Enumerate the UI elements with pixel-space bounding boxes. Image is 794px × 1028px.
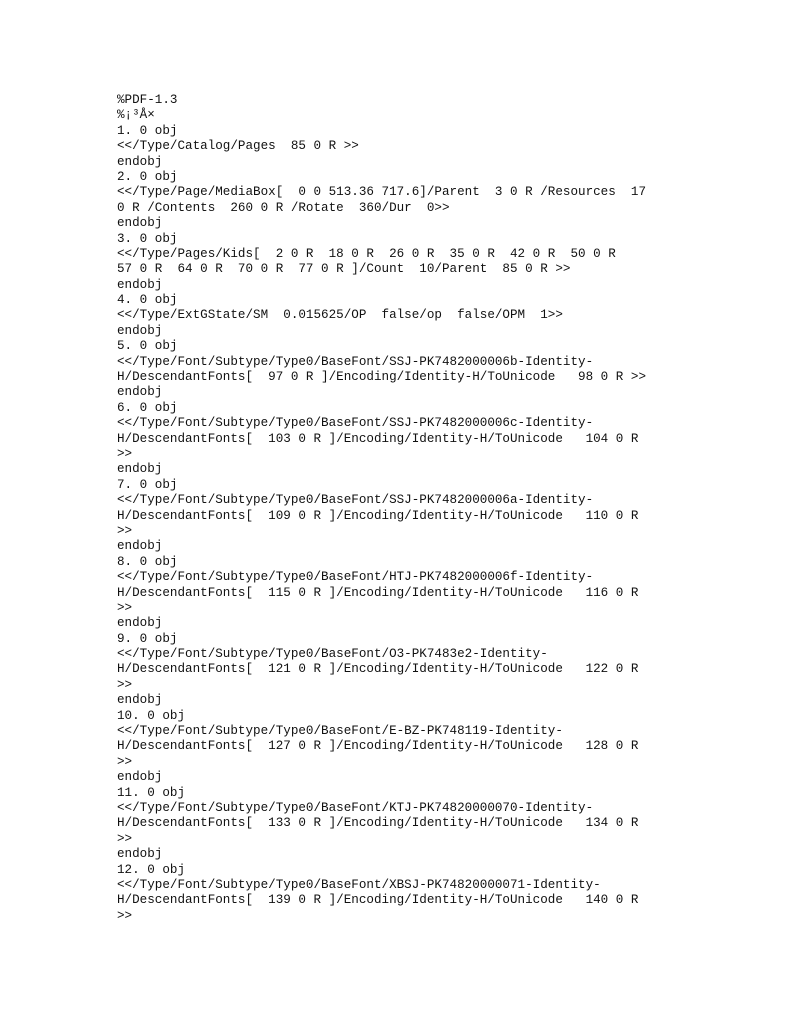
text-line: >>	[117, 908, 133, 923]
text-line: H/DescendantFonts[ 115 0 R ]/Encoding/Identity-H/ToUnicode 116 0 R	[117, 585, 639, 600]
text-line: <</Type/ExtGState/SM 0.015625/OP false/op false/OPM 1>>	[117, 308, 563, 323]
text-line: endobj	[117, 847, 163, 862]
text-line: endobj	[117, 277, 163, 292]
text-line: endobj	[117, 216, 163, 231]
text-line: 8. 0 obj	[117, 554, 178, 569]
text-line: >>	[117, 754, 133, 769]
text-line: >>	[117, 831, 133, 846]
text-line: 3. 0 obj	[117, 231, 178, 246]
text-line: H/DescendantFonts[ 139 0 R ]/Encoding/Identity-H/ToUnicode 140 0 R	[117, 893, 639, 908]
text-line: endobj	[117, 770, 163, 785]
text-line: endobj	[117, 616, 163, 631]
text-line: H/DescendantFonts[ 121 0 R ]/Encoding/Identity-H/ToUnicode 122 0 R	[117, 662, 639, 677]
text-line: endobj	[117, 154, 163, 169]
text-line: <</Type/Font/Subtype/Type0/BaseFont/O3-PK7483e2-Identity-	[117, 647, 548, 662]
text-line: 11. 0 obj	[117, 785, 186, 800]
text-line: <</Type/Font/Subtype/Type0/BaseFont/E-BZ-PK748119-Identity-	[117, 724, 563, 739]
text-line: 6. 0 obj	[117, 400, 178, 415]
text-line: >>	[117, 677, 133, 692]
pdf-source-text	[117, 93, 677, 924]
text-line: endobj	[117, 323, 163, 338]
text-line: <</Type/Font/Subtype/Type0/BaseFont/HTJ-PK7482000006f-Identity-	[117, 570, 594, 585]
text-line: <</Type/Font/Subtype/Type0/BaseFont/KTJ-PK74820000070-Identity-	[117, 800, 594, 815]
text-line: %¡³Å×	[117, 108, 155, 123]
text-line: 4. 0 obj	[117, 293, 178, 308]
text-line: 57 0 R 64 0 R 70 0 R 77 0 R ]/Count 10/Parent 85 0 R >>	[117, 262, 571, 277]
text-line: H/DescendantFonts[ 109 0 R ]/Encoding/Identity-H/ToUnicode 110 0 R	[117, 508, 639, 523]
text-line: >>	[117, 446, 133, 461]
text-line: <</Type/Font/Subtype/Type0/BaseFont/SSJ-PK7482000006a-Identity-	[117, 493, 594, 508]
text-line: <</Type/Font/Subtype/Type0/BaseFont/XBSJ-PK74820000071-Identity-	[117, 877, 601, 892]
text-line: <</Type/Font/Subtype/Type0/BaseFont/SSJ-PK7482000006c-Identity-	[117, 416, 594, 431]
text-line: 5. 0 obj	[117, 339, 178, 354]
text-line: H/DescendantFonts[ 103 0 R ]/Encoding/Identity-H/ToUnicode 104 0 R	[117, 431, 639, 446]
text-line: endobj	[117, 385, 163, 400]
text-line: 12. 0 obj	[117, 862, 186, 877]
text-line: <</Type/Pages/Kids[ 2 0 R 18 0 R 26 0 R 35 0 R 42 0 R 50 0 R	[117, 246, 616, 261]
text-line: 10. 0 obj	[117, 708, 186, 723]
text-line: H/DescendantFonts[ 133 0 R ]/Encoding/Identity-H/ToUnicode 134 0 R	[117, 816, 639, 831]
text-line: 1. 0 obj	[117, 123, 178, 138]
text-line: 2. 0 obj	[117, 169, 178, 184]
text-line: <</Type/Catalog/Pages 85 0 R >>	[117, 139, 359, 154]
text-line: 9. 0 obj	[117, 631, 178, 646]
text-line: %PDF-1.3	[117, 93, 178, 107]
text-line: H/DescendantFonts[ 97 0 R ]/Encoding/Identity-H/ToUnicode 98 0 R >>	[117, 370, 647, 385]
text-line: <</Type/Font/Subtype/Type0/BaseFont/SSJ-PK7482000006b-Identity-	[117, 354, 594, 369]
text-line: endobj	[117, 539, 163, 554]
text-line: 0 R /Contents 260 0 R /Rotate 360/Dur 0>>	[117, 200, 450, 215]
text-line: >>	[117, 523, 133, 538]
text-line: endobj	[117, 462, 163, 477]
text-line: H/DescendantFonts[ 127 0 R ]/Encoding/Identity-H/ToUnicode 128 0 R	[117, 739, 639, 754]
text-line: endobj	[117, 693, 163, 708]
text-line: 7. 0 obj	[117, 477, 178, 492]
text-line: >>	[117, 600, 133, 615]
text-line: <</Type/Page/MediaBox[ 0 0 513.36 717.6]/Parent 3 0 R /Resources 17	[117, 185, 647, 200]
